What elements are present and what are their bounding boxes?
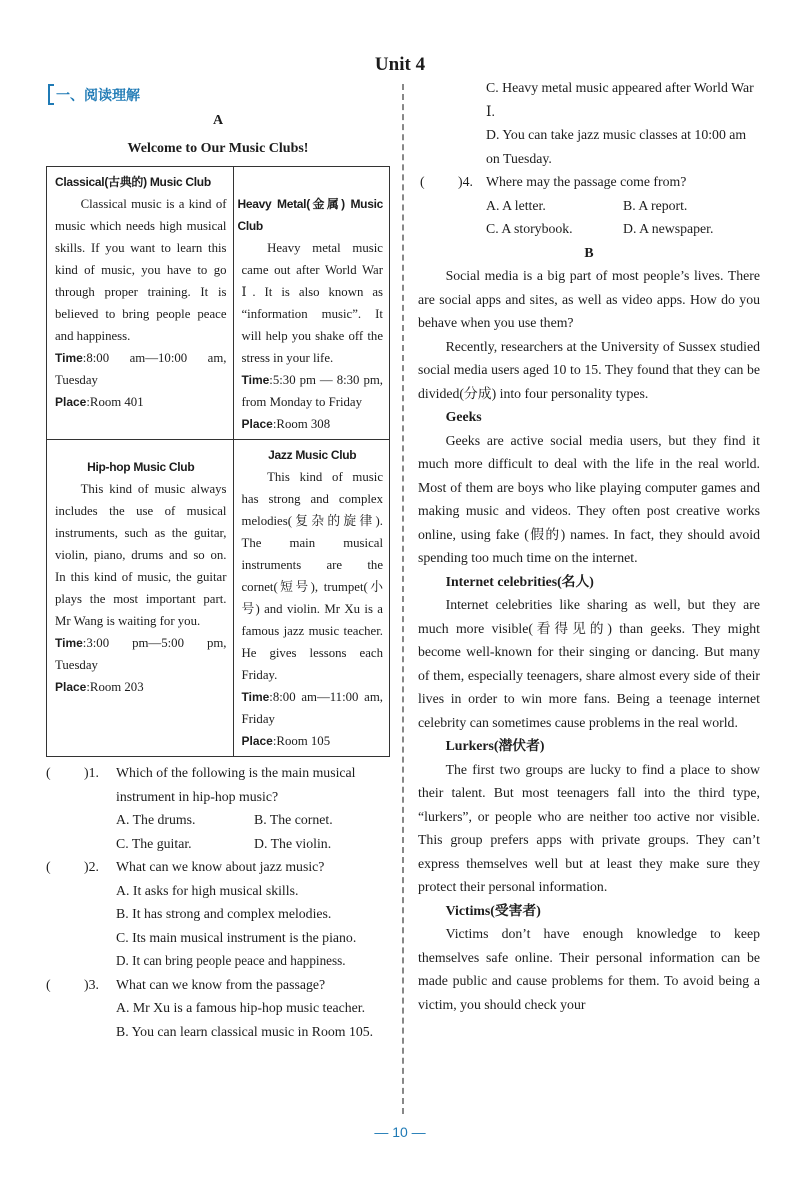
section-text-celebrities: Internet celebrities like sharing as well, but they are much more visible(看得见的) than geeks. They might become well-known for their singing or dancing. But many of them, especially teenagers, share almost every side of their lives in order to win more fans. Being a teenage internet celebrity can sometimes cause problems in the real world.: [418, 597, 760, 730]
options-row: [418, 217, 760, 241]
option[interactable]: C. Heavy metal music appeared after World War Ⅰ.: [486, 80, 754, 119]
option[interactable]: B. The cornet.: [254, 812, 333, 827]
club-time: [242, 686, 384, 730]
section-heading-celebrities: Internet celebrities(名人): [445, 573, 594, 589]
answer-paren[interactable]: (: [46, 859, 51, 874]
club-desc: Classical music is a kind of music which needs high musical skills. If you want to learn this kind of music, you have to go through proper training. It is believed to bring people peace and happiness.: [55, 197, 227, 343]
club-desc: This kind of music has strong and complex melodies(复杂的旋律). The main musical instruments are the cornet(短号), trumpet(小号) and violin. Mr Xu is a famous jazz music teacher. He gives lessons each Friday.: [241, 470, 383, 682]
option[interactable]: A. A letter.: [486, 197, 546, 213]
place-label: Place: [55, 680, 87, 694]
question-4: [418, 170, 760, 241]
option[interactable]: C. The guitar.: [116, 835, 192, 851]
club-name: Heavy Metal(金属) Music Club: [237, 197, 383, 233]
place-value: :Room 105: [272, 734, 331, 748]
section-text-lurkers: The first two groups are lucky to find a place to show their talent. But most teenagers fall into the third type, “lurkers”, or people who are neither too active nor visible. This group prefers apps with private groups. They can’t express themselves well but at least they make sure they protect their personal information.: [418, 761, 760, 894]
page-number: — 10 —: [374, 1124, 426, 1140]
club-desc: Heavy metal music came out after World War Ⅰ. It is also known as “information music”. It will help you shake off the stress in your life.: [241, 241, 383, 365]
question-text: Where may the passage come from?: [486, 174, 687, 189]
options-row: [418, 194, 760, 218]
section-heading-lurkers: Lurkers(潜伏者): [445, 738, 545, 753]
passage-b-intro-2: Recently, researchers at the University of Sussex studied social media users aged 10 to 15. They found that they can be divided(分成) into four personality types.: [418, 338, 760, 401]
options-row: [44, 832, 392, 856]
option[interactable]: A. It asks for high musical skills.: [116, 882, 299, 898]
club-place: [242, 730, 384, 752]
question-stem: [418, 170, 760, 194]
place-value: :Room 401: [86, 395, 144, 409]
time-value: :8:00 am—10:00 am, Tuesday: [55, 351, 227, 387]
time-value: :5:30 pm — 8:30 pm, from Monday to Friday: [241, 373, 383, 409]
club-time: [55, 632, 227, 676]
club-time: [55, 347, 227, 391]
section-text-victims: Victims don’t have enough knowledge to keep themselves safe online. Their personal information can be made public and cause problems for them. To avoid being a victim, you should check your: [418, 926, 760, 1012]
question-text: Which of the following is the main musical instrument in hip-hop music?: [116, 765, 356, 804]
question-3: [44, 973, 392, 1044]
club-place: [242, 413, 384, 435]
option[interactable]: B. It has strong and complex melodies.: [116, 906, 332, 921]
answer-paren[interactable]: (: [420, 174, 425, 189]
section-bracket: [48, 84, 54, 105]
option[interactable]: D. The violin.: [254, 835, 332, 851]
club-time: [242, 369, 384, 413]
option[interactable]: B. You can learn classical music in Room 105.: [116, 1023, 374, 1039]
place-label: Place: [241, 417, 273, 431]
question-number: )2.: [84, 859, 99, 874]
option[interactable]: C. A storybook.: [486, 221, 573, 236]
time-label: Time: [55, 351, 83, 365]
passage-b-letter: B: [584, 244, 594, 260]
question-stem: [44, 761, 392, 808]
club-place: [55, 391, 227, 413]
question-text: What can we know from the passage?: [116, 976, 326, 992]
column-divider: [402, 84, 404, 1114]
club-name: Classical(古典的) Music Club: [55, 175, 211, 189]
section-heading-text: 一、阅读理解: [56, 88, 140, 104]
option[interactable]: A. The drums.: [116, 812, 196, 827]
club-place: [55, 676, 227, 698]
club-desc: This kind of music always includes the use of musical instruments, such as the guitar, violin, piano, drums and so on. In this kind of music, the guitar plays the most important part. Mr Wang is waiting for you.: [55, 482, 227, 628]
passage-a-title: Welcome to Our Music Clubs!: [127, 141, 309, 156]
section-heading-geeks: Geeks: [445, 409, 482, 424]
club-name: Jazz Music Club: [268, 448, 357, 462]
answer-paren[interactable]: (: [46, 765, 51, 780]
question-stem: [44, 855, 392, 879]
question-1: [44, 761, 392, 855]
option[interactable]: A. Mr Xu is a famous hip-hop music teacher.: [116, 1000, 366, 1015]
option[interactable]: D. It can bring people peace and happiness.: [116, 953, 346, 968]
time-label: Time: [241, 373, 270, 387]
time-value: :3:00 pm—5:00 pm, Tuesday: [55, 636, 227, 672]
options-row: [44, 808, 392, 832]
question-text: What can we know about jazz music?: [116, 859, 325, 874]
club-cell-classical: [47, 167, 234, 440]
question-number: )3.: [84, 976, 99, 992]
question-number: )4.: [458, 174, 473, 189]
question-2: [44, 855, 392, 973]
question-number: )1.: [84, 765, 99, 780]
section-heading: [48, 84, 148, 105]
question-stem: [44, 973, 392, 997]
time-value: :8:00 am—11:00 am, Friday: [241, 690, 383, 726]
option[interactable]: D. A newspaper.: [623, 221, 714, 236]
place-label: Place: [55, 395, 87, 409]
place-value: :Room 203: [86, 680, 144, 694]
option[interactable]: C. Its main musical instrument is the piano.: [116, 929, 357, 945]
time-label: Time: [241, 690, 270, 704]
place-value: :Room 308: [272, 417, 331, 431]
section-heading-victims: Victims(受害者): [445, 902, 541, 918]
clubs-table: [46, 166, 390, 757]
passage-a-letter: A: [212, 113, 224, 128]
club-name: Hip-hop Music Club: [87, 460, 195, 474]
answer-paren[interactable]: (: [46, 976, 51, 992]
option[interactable]: B. A report.: [623, 197, 688, 213]
left-column: [44, 108, 392, 1043]
section-text-geeks: Geeks are active social media users, but they find it much more difficult to deal with the life in the real world. Most of them are boys who like playing computer games and making music and videos. They often post creative works online, using fake (假的) names. In fact, they should avoid spending too much time on the internet.: [418, 432, 760, 565]
unit-title: Unit 4: [374, 54, 426, 75]
option[interactable]: D. You can take jazz music classes at 10:00 am on Tuesday.: [486, 127, 747, 166]
place-label: Place: [241, 734, 273, 748]
club-cell-hip-hop: [47, 440, 234, 757]
time-label: Time: [55, 636, 83, 650]
right-column: [418, 76, 760, 1016]
club-cell-heavy-metal: [233, 167, 390, 440]
passage-b-intro-1: Social media is a big part of most people’s lives. There are social apps and sites, as well as video apps. How do you behave when you use them?: [418, 268, 760, 330]
club-cell-jazz: [233, 440, 390, 757]
